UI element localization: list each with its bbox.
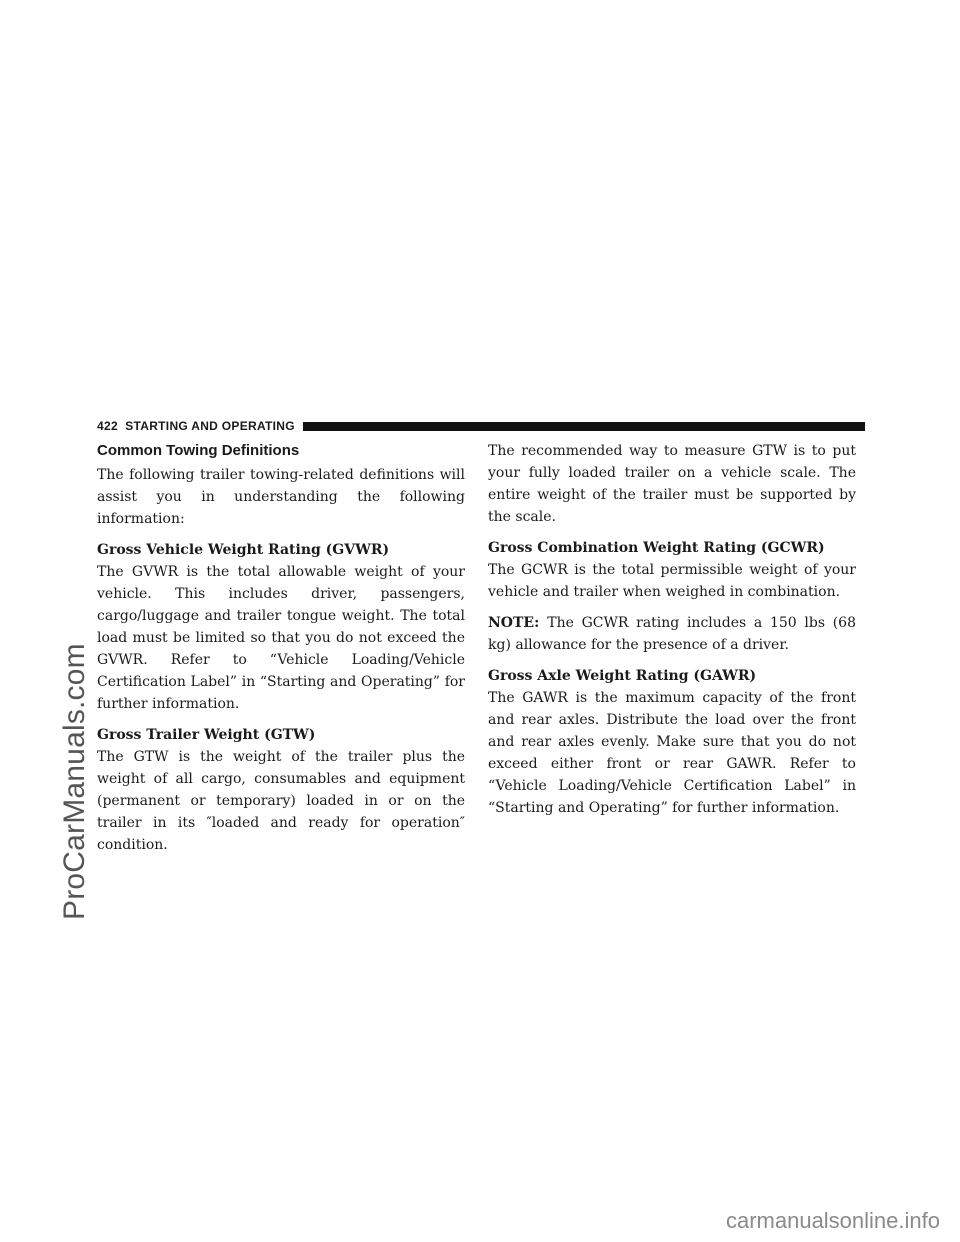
section-title: Common Towing Definitions: [97, 442, 300, 459]
right-column: [488, 440, 856, 819]
gcwr-paragraph: The GCWR is the total permissible weight of your vehicle and trailer when weighed in combination.: [488, 562, 856, 600]
gawr-heading: Gross Axle Weight Rating (GAWR): [488, 668, 757, 684]
note-text: The GCWR rating includes a 150 lbs (68 kg) allowance for the presence of a driver.: [488, 615, 856, 653]
gawr-paragraph: The GAWR is the maximum capacity of the front and rear axles. Distribute the load over the front and rear axles evenly. Make sure that you do not exceed either front or rear GAWR. Refer to “Vehicle Loading/Vehicle Certification Label” in “Starting and Operating” for further information.: [488, 690, 856, 816]
section-name: STARTING AND OPERATING: [125, 419, 295, 433]
page-header: [97, 415, 865, 437]
gvwr-heading: Gross Vehicle Weight Rating (GVWR): [97, 542, 390, 558]
gvwr-paragraph: The GVWR is the total allowable weight of your vehicle. This includes driver, passengers, cargo/luggage and trailer tongue weight. The total load must be limited so that you do not exceed the GVWR. Refer to “Vehicle Loading/Vehicle Certification Label” in “Starting and Operating” for further information.: [97, 564, 465, 712]
side-watermark: ProCarManuals.com: [58, 643, 91, 920]
gtw-measure-paragraph: The recommended way to measure GTW is to put your fully loaded trailer on a vehicle scale. The entire weight of the trailer must be supported by the scale.: [488, 443, 856, 525]
gtw-paragraph: The GTW is the weight of the trailer plus the weight of all cargo, consumables and equipment (permanent or temporary) loaded in or on the trailer in its ″loaded and ready for operation″ condition.: [97, 749, 465, 853]
gtw-heading: Gross Trailer Weight (GTW): [97, 727, 316, 743]
note-paragraph: [488, 612, 856, 656]
left-column: [97, 440, 465, 856]
bottom-watermark: carmanualsonline.info: [725, 1208, 940, 1233]
gcwr-heading: Gross Combination Weight Rating (GCWR): [488, 540, 825, 556]
header-rule: [303, 422, 865, 431]
intro-paragraph: The following trailer towing-related definitions will assist you in understanding the following information:: [97, 467, 465, 527]
header-label: [97, 419, 303, 433]
page-number: 422: [97, 419, 118, 433]
note-label: NOTE:: [488, 615, 540, 631]
